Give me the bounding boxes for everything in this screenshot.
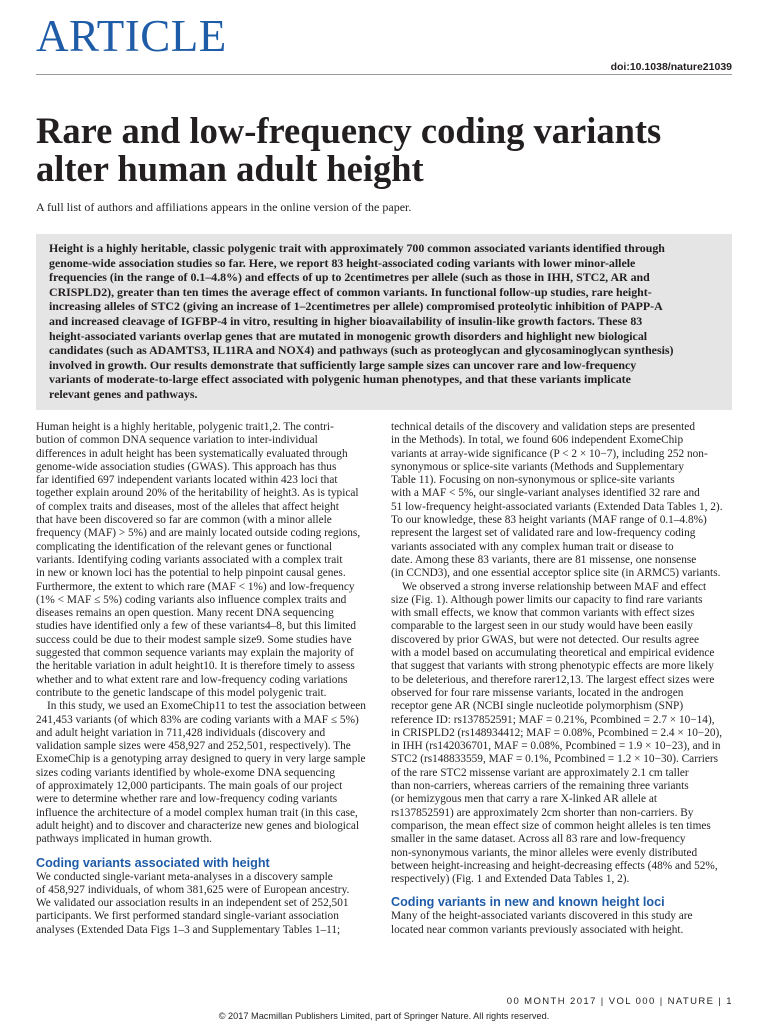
text-line: suggested that common sequence variants may explain the majority of <box>36 647 354 660</box>
text-line: than non-carriers, whereas carriers of the remaining three variants <box>391 780 689 793</box>
text-line: We observed a strong inverse relationship between MAF and effect <box>402 580 707 593</box>
masthead <box>36 0 732 75</box>
text-line: of approximately 12,000 participants. The main goals of our project <box>36 780 343 793</box>
paper-title <box>36 112 736 188</box>
paragraph-methods <box>391 421 733 581</box>
text-line: date. Among these 83 variants, there are 81 missense, one nonsense <box>391 553 697 566</box>
text-line: participants. We first performed standard single-variant association <box>36 910 339 923</box>
title-line: alter human adult height <box>36 148 424 189</box>
abstract-line: variants of moderate-to-large effect associated with polygenic human phenotypes, and that these variants implicate <box>49 372 631 387</box>
text-line: were to determine whether rare and low-frequency coding variants <box>36 793 338 806</box>
text-line: the heritable variation in adult height10. It is therefore timely to assess <box>36 660 355 673</box>
text-line: whether and to what extent rare and low-frequency coding variations <box>36 673 348 686</box>
spacer <box>391 886 733 894</box>
text-line: Many of the height-associated variants discovered in this study are <box>391 910 693 923</box>
article-type-label: ARTICLE <box>36 11 227 61</box>
text-line: technical details of the discovery and validation steps are presented <box>391 421 695 433</box>
text-line: ExomeChip is a genotyping array designed to query in very large sample <box>36 753 366 766</box>
text-line: 51 low-frequency height-associated variants (Extended Data Tables 1, 2). <box>391 500 723 513</box>
abstract-text <box>49 241 719 402</box>
text-line: variants at array-wide significance (P < 2 × 10−7), including 252 non- <box>391 447 708 460</box>
text-line: We conducted single-variant meta-analyses in a discovery sample <box>36 870 333 883</box>
text-line: synonymous or splice-site variants (Methods and Supplementary <box>391 460 685 473</box>
text-line: adult height) and to discover and characterize new genes and biological <box>36 819 360 832</box>
abstract-box <box>36 234 732 410</box>
abstract-line: involved in growth. Our results demonstrate that sufficiently large sample sizes can uncover rare and low-frequency <box>49 357 637 372</box>
text-line: bution of common DNA sequence variation to inter-individual <box>36 434 318 447</box>
spacer <box>36 847 378 855</box>
issue-footer: 00 MONTH 2017 | VOL 000 | NATURE | 1 <box>506 996 733 1007</box>
text-line: non-synonymous variants, the minor alleles were evenly distributed <box>391 846 698 859</box>
text-line: that suggest that variants with strong phenotypic effects are more likely <box>391 660 714 673</box>
text-line: to be deleterious, and therefore rarer12,13. The largest effect sizes were <box>391 673 715 686</box>
text-line: of complex traits and diseases, most of the alleles that affect height <box>36 500 339 513</box>
text-line: with a MAF < 5%, our single-variant analyses identified 32 rare and <box>391 487 700 500</box>
body-column-left <box>36 421 378 937</box>
text-line: influence the architecture of a model complex human trait (in this case, <box>36 806 358 819</box>
paragraph-effect-size <box>391 581 733 887</box>
text-line: reference ID: rs137852591; MAF = 0.21%, Pcombined = 2.7 × 10−14), <box>391 713 715 726</box>
abstract-line: frequencies (in the range of 0.1–4.8%) and effects of up to 2centimetres per allele (such as those in IHH, STC2, AR and <box>49 270 650 285</box>
text-line: represent the largest set of validated rare and low-frequency coding <box>391 527 696 540</box>
text-line: studies have identified only a few of these variants4–8, but this limited <box>36 620 357 633</box>
text-line: discovered by prior GWAS, but were not detected. Our results agree <box>391 633 700 646</box>
text-line: analyses (Extended Data Figs 1–3 and Supplementary Tables 1–11; <box>36 923 341 936</box>
abstract-line: height-associated variants overlap genes that are mutated in monogenic growth disorders and highlight new biological <box>49 328 648 343</box>
text-line: differences in adult height has been systematically evaluated through <box>36 447 348 460</box>
text-line: STC2 (rs148833559, MAF = 0.1%, Pcombined = 1.2 × 10−30). Carriers <box>391 753 719 766</box>
paragraph-study <box>36 700 378 846</box>
text-line: Table 11). Focusing on non-synonymous or splice-site variants <box>391 474 675 487</box>
text-line: between height-increasing and height-decreasing effects (48% and 52%, <box>391 859 718 872</box>
text-line: In this study, we used an ExomeChip11 to test the association between <box>47 700 366 713</box>
authors-note: A full list of authors and affiliations appears in the online version of the paper. <box>36 200 412 214</box>
text-line: in the Methods). In total, we found 606 independent ExomeChip <box>391 434 684 447</box>
text-line: 241,453 variants (of which 83% are coding variants with a MAF ≤ 5%) <box>36 713 359 726</box>
text-line: of the rare STC2 missense variant are approximately 2.1 cm taller <box>391 766 689 779</box>
text-line: of 458,927 individuals, of whom 381,625 were of European ancestry. <box>36 883 350 896</box>
text-line: variants. Identifying coding variants associated with a complex trait <box>36 553 343 566</box>
text-line: with a model based on accumulating theoretical and empirical evidence <box>391 647 715 660</box>
text-line: (1% < MAF ≤ 5%) coding variants also influence complex traits and <box>36 593 347 606</box>
text-line: genome-wide association studies (GWAS). This approach has thus <box>36 460 337 473</box>
text-line: success could be due to their modest sample size9. Some studies have <box>36 633 352 646</box>
text-line: and adult height variation in 711,428 individuals (discovery and <box>36 726 326 739</box>
text-line: rs137852591) are approximately 2cm shorter than non-carriers. By <box>391 806 694 819</box>
text-line: (or hemizygous men that carry a rare X-linked AR allele at <box>391 793 658 806</box>
text-line: located near common variants previously associated with height. <box>391 923 684 936</box>
section-heading: Coding variants in new and known height loci <box>391 895 665 910</box>
doi[interactable]: doi:10.1038/nature21039 <box>610 61 732 73</box>
section-heading: Coding variants associated with height <box>36 855 270 870</box>
text-line: together explain around 20% of the heritability of height3. As is typical <box>36 487 359 500</box>
abstract-line: CRISPLD2), greater than ten times the average effect of common variants. In functional follow-up studies, rare height- <box>49 284 652 299</box>
text-line: We validated our association results in an independent set of 252,501 <box>36 897 349 910</box>
abstract-line: Height is a highly heritable, classic polygenic trait with approximately 700 common associated variants identified through <box>49 241 665 255</box>
title-line: Rare and low-frequency coding variants <box>36 110 662 151</box>
text-line: observed for four rare missense variants, located in the androgen <box>391 686 684 699</box>
text-line: that have been discovered so far are common (with a minor allele <box>36 514 332 527</box>
paragraph-intro <box>36 421 378 700</box>
text-line: frequency (MAF) > 5%) and are mainly located outside coding regions, <box>36 527 361 540</box>
paragraph-coding-variants <box>36 871 378 937</box>
text-line: complicating the identification of the relevant genes or functional <box>36 540 333 553</box>
abstract-line: genome-wide association studies so far. Here, we report 83 height-associated coding variants with lower minor-allele <box>49 255 636 270</box>
text-line: respectively) (Fig. 1 and Extended Data Tables 1, 2). <box>391 873 630 886</box>
text-line: in CRISPLD2 (rs148934412; MAF = 0.08%, Pcombined = 2.4 × 10−20), <box>391 726 723 739</box>
text-line: far identified 697 independent variants located within 423 loci that <box>36 474 338 487</box>
text-line: diseases remains an open question. Many recent DNA sequencing <box>36 607 334 620</box>
text-line: Furthermore, the extent to which rare (MAF < 1%) and low-frequency <box>36 580 355 593</box>
body-column-right <box>391 421 733 937</box>
text-line: pathways implicated in human growth. <box>36 833 213 846</box>
text-line: sizes coding variants identified by whole-exome DNA sequencing <box>36 766 335 779</box>
abstract-line: candidates (such as ADAMTS3, IL11RA and NOX4) and pathways (such as proteoglycan and glycosaminoglycan synthesis) <box>49 343 674 358</box>
abstract-line: relevant genes and pathways. <box>49 386 198 401</box>
text-line: receptor gene AR (NCBI single nucleotide polymorphism (SNP) <box>391 700 684 713</box>
copyright-notice: © 2017 Macmillan Publishers Limited, part of Springer Nature. All rights reserved. <box>218 1011 550 1021</box>
paragraph-loci <box>391 910 733 937</box>
text-line: smaller in the same dataset. Across all 83 rare and low-frequency <box>391 833 686 846</box>
text-line: comparison, the mean effect size of common height alleles is ten times <box>391 819 711 832</box>
text-line: comparable to the largest seen in our study would have been easily <box>391 620 693 633</box>
text-line: Human height is a highly heritable, polygenic trait1,2. The contri- <box>36 421 334 433</box>
text-line: variants associated with any complex human trait or disease to <box>391 540 674 553</box>
text-line: (in CCND3), and one essential acceptor splice site (in ARMC5) variants. <box>391 567 721 580</box>
text-line: To our knowledge, these 83 height variants (MAF range of 0.1–4.8%) <box>391 514 707 527</box>
text-line: in IHH (rs142036701, MAF = 0.08%, Pcombined = 1.9 × 10−23), and in <box>391 740 721 753</box>
text-line: size (Fig. 1). Although power limits our capacity to find rare variants <box>391 593 703 606</box>
text-line: in new or known loci has the potential to help pinpoint causal genes. <box>36 567 346 580</box>
text-line: contribute to the genetic landscape of this model polygenic trait. <box>36 686 327 699</box>
text-line: validation sample sizes were 458,927 and 252,501, respectively). The <box>36 740 351 753</box>
abstract-line: increasing alleles of STC2 (giving an increase of 1–2centimetres per allele) compromised proteolytic inhibition of PAPP-A <box>49 299 663 314</box>
text-line: with small effects, we know that common variants with effect sizes <box>391 607 695 620</box>
abstract-line: and increased cleavage of IGFBP-4 in vitro, resulting in higher bioavailability of insulin-like growth factors. These 83 <box>49 313 643 328</box>
